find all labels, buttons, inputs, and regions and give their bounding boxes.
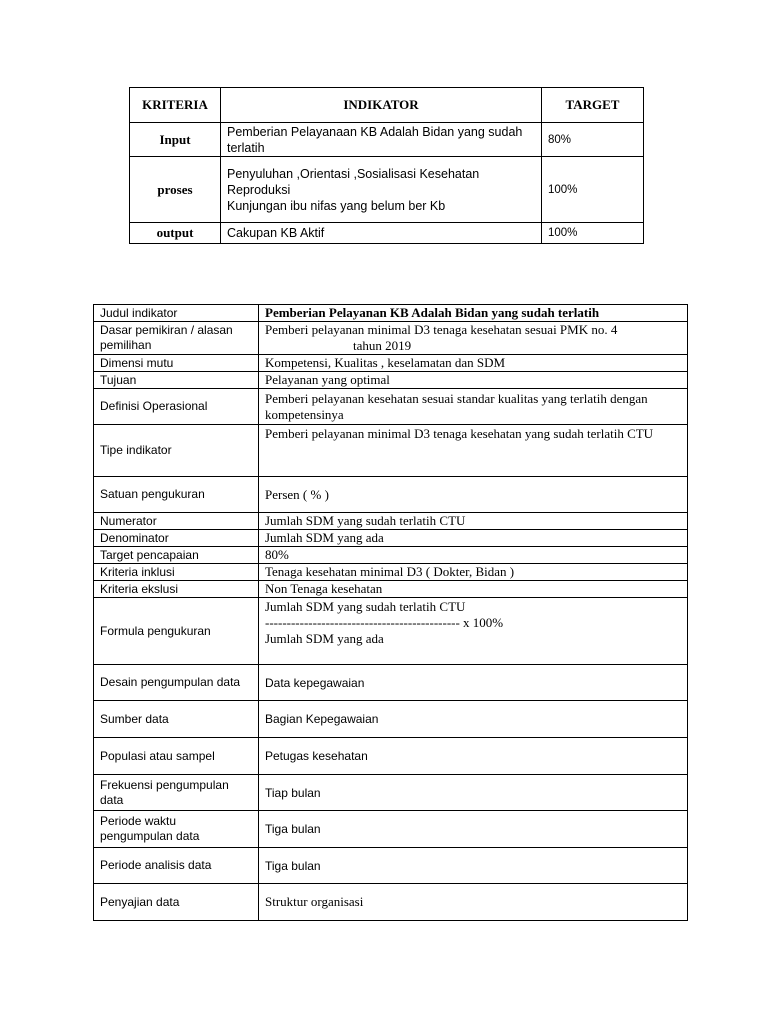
profile-key: Satuan pengukuran: [94, 477, 259, 513]
profile-key: Tujuan: [94, 372, 259, 389]
indikator-cell: [221, 157, 542, 223]
kriteria-cell: proses: [130, 157, 221, 223]
indikator-line: Penyuluhan ,Orientasi ,Sosialisasi Kesehatan Reproduksi: [227, 166, 480, 197]
profile-row: [94, 738, 688, 775]
profile-key: Frekuensi pengumpulan data: [94, 775, 259, 811]
profile-key: Kriteria inklusi: [94, 564, 259, 581]
profile-row: [94, 477, 688, 513]
value-line: Pemberi pelayanan minimal D3 tenaga kesehatan sesuai PMK no. 4: [265, 322, 618, 337]
header-target: TARGET: [542, 88, 644, 123]
kriteria-cell: Input: [130, 123, 221, 157]
profile-row: [94, 848, 688, 884]
profile-value: Bagian Kepegawaian: [259, 701, 688, 738]
formula-numerator: Jumlah SDM yang sudah terlatih CTU: [265, 599, 466, 614]
profile-key: Formula pengukuran: [94, 598, 259, 665]
target-cell: 100%: [542, 223, 644, 244]
formula-divider: --------------------------------------------- x 100%: [265, 615, 504, 630]
profile-value: [259, 322, 688, 355]
profile-row: [94, 530, 688, 547]
profile-value: Petugas kesehatan: [259, 738, 688, 775]
profile-row: [94, 372, 688, 389]
profile-row: [94, 581, 688, 598]
target-cell: 100%: [542, 157, 644, 223]
indikator-line: Kunjungan ibu nifas yang belum ber Kb: [227, 198, 446, 213]
profile-value: Tiga bulan: [259, 848, 688, 884]
target-cell: 80%: [542, 123, 644, 157]
profile-key: Periode waktu pengumpulan data: [94, 811, 259, 848]
profile-row: [94, 389, 688, 425]
indicator-profile-table: [93, 304, 688, 921]
profile-row: [94, 322, 688, 355]
profile-key: Penyajian data: [94, 884, 259, 921]
profile-value: Non Tenaga kesehatan: [259, 581, 688, 598]
profile-value: Tiga bulan: [259, 811, 688, 848]
profile-key: Populasi atau sampel: [94, 738, 259, 775]
header-kriteria: KRITERIA: [130, 88, 221, 123]
profile-value: Pemberi pelayanan kesehatan sesuai standar kualitas yang terlatih dengan kompetensinya: [259, 389, 688, 425]
profile-value: Struktur organisasi: [259, 884, 688, 921]
profile-row: [94, 305, 688, 322]
formula-denominator: Jumlah SDM yang ada: [265, 631, 384, 646]
header-indikator: INDIKATOR: [221, 88, 542, 123]
profile-key: Target pencapaian: [94, 547, 259, 564]
profile-row: [94, 355, 688, 372]
profile-value: Pemberian Pelayanan KB Adalah Bidan yang sudah terlatih: [259, 305, 688, 322]
profile-value: Tenaga kesehatan minimal D3 ( Dokter, Bidan ): [259, 564, 688, 581]
profile-key: Definisi Operasional: [94, 389, 259, 425]
profile-row: [94, 598, 688, 665]
profile-value: Kompetensi, Kualitas , keselamatan dan SDM: [259, 355, 688, 372]
profile-row: [94, 701, 688, 738]
indikator-cell: Cakupan KB Aktif: [221, 223, 542, 244]
profile-value: Pemberi pelayanan minimal D3 tenaga kesehatan yang sudah terlatih CTU: [259, 425, 688, 477]
profile-key: Kriteria ekslusi: [94, 581, 259, 598]
profile-row: [94, 513, 688, 530]
profile-row: [94, 425, 688, 477]
criteria-row-proses: [130, 157, 644, 223]
criteria-row-output: [130, 223, 644, 244]
profile-key: Tipe indikator: [94, 425, 259, 477]
formula-cell: [259, 598, 688, 665]
profile-key: Dimensi mutu: [94, 355, 259, 372]
profile-key: Numerator: [94, 513, 259, 530]
profile-row: [94, 547, 688, 564]
criteria-header-row: [130, 88, 644, 123]
profile-key: Denominator: [94, 530, 259, 547]
value-line: tahun 2019: [353, 338, 412, 353]
profile-value: Persen ( % ): [259, 477, 688, 513]
profile-row: [94, 775, 688, 811]
profile-row: [94, 884, 688, 921]
profile-value: Data kepegawaian: [259, 665, 688, 701]
profile-value: Jumlah SDM yang sudah terlatih CTU: [259, 513, 688, 530]
profile-value: Tiap bulan: [259, 775, 688, 811]
criteria-table: [129, 87, 644, 244]
profile-key: Desain pengumpulan data: [94, 665, 259, 701]
profile-row: [94, 665, 688, 701]
criteria-row-input: [130, 123, 644, 157]
profile-row: [94, 811, 688, 848]
profile-key: Periode analisis data: [94, 848, 259, 884]
kriteria-cell: output: [130, 223, 221, 244]
profile-row: [94, 564, 688, 581]
profile-value: Jumlah SDM yang ada: [259, 530, 688, 547]
profile-value: 80%: [259, 547, 688, 564]
profile-key: Judul indikator: [94, 305, 259, 322]
profile-key: Dasar pemikiran / alasan pemilihan: [94, 322, 259, 355]
profile-key: Sumber data: [94, 701, 259, 738]
profile-value: Pelayanan yang optimal: [259, 372, 688, 389]
indikator-cell: Pemberian Pelayanaan KB Adalah Bidan yang sudah terlatih: [221, 123, 542, 157]
